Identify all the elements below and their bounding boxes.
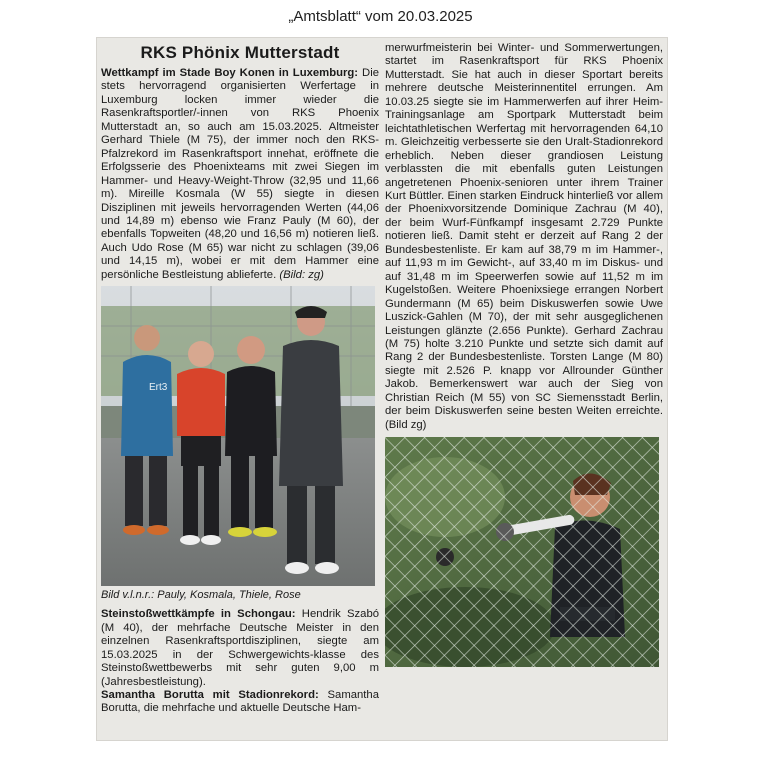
article-title: RKS Phönix Mutterstadt bbox=[140, 43, 340, 62]
shirt-logo: Ert3 bbox=[149, 382, 168, 394]
newspaper-date-header: „Amtsblatt“ vom 20.03.2025 bbox=[288, 8, 473, 25]
newspaper-clipping bbox=[97, 38, 667, 740]
lead-body: Die stets hervorragend organisierten Werfertage in Luxemburg locken immer wieder die Rasenkraftsportler/-innen von RKS Phoenix Mutterstadt an, so auch am 15.03.2025. Altmeister Gerhard Thiele (M 75), der immer noch den RKS-Pfalzrekord im Rasenkraftsport innehat, eröffnete die Erfolgsserie des Phoenixteams mit zwei Siegen im Hammer- und Heavy-Weight-Throw (32,95 und 11,66 m). Mireille Kosmala (W 55) siegte in diesen Disziplinen mit jeweils hervorragenden Werten (44,06 und 14,89 m) ebenso wie Franz Pauly (M 60), der ebenfalls Topweiten (48,20 und 16,56 m) notieren ließ. Auch Udo Rose (M 65) war nicht zu schlagen (39,06 und 14,15 m), wobei er mit dem Hammer eine persönliche Bestleistung ablieferte. bbox=[101, 67, 379, 281]
lead-photo-credit: (Bild: zg) bbox=[279, 268, 324, 281]
section3-paragraph bbox=[101, 689, 379, 716]
section3-heading: Samantha Borutta mit Stadionrekord: bbox=[101, 688, 319, 701]
section2-heading: Steinstoßwettkämpfe in Schongau: bbox=[101, 608, 296, 621]
section2-paragraph bbox=[101, 608, 379, 689]
lead-paragraph bbox=[101, 67, 379, 282]
right-column bbox=[385, 38, 663, 740]
section2-body: Hendrik Szabó (M 40), der mehrfache Deutsche Meister in den einzelnen Rasenkraftsportdisziplinen, siegte am 15.03.2025 in der Schwergewichts-klasse des Steinstoßwettbewerbs mit sehr guten 9,00 m (Jahresbestleistung). bbox=[101, 608, 379, 688]
left-column bbox=[101, 38, 379, 740]
right-column-body: merwurfmeisterin bei Winter- und Sommerwertungen, startet im Rasenkraftsport für RKS Phoenix Mutterstadt. Sie hat auch in dieser Sportart bereits mehrere deutsche Meisterinnentitel errungen. Am 10.03.25 siegte sie im Hammerwerfen auf ihrer Heim-Trainingsanlage am Sportpark Mutterstadt beim leichtathletischen Werfertag mit hervorragenden 64,10 m. Gleichzeitig verbesserte sie den Uralt-Stadionrekord erheblich. Neben dieser grandiosen Leistung verblassten die mit ebenfalls guten Leistungen angetretenen Phoenix-senioren unter ihrem Trainer Kurt Büttler. Einen starken Eindruck hinterließ vor allem der Phoenixvorsitzende Dominique Zachrau (M 40), der beim Wurf-Fünfkampf insgesamt 2.729 Punkte notieren ließ. Damit steht er derzeit auf Rang 2 der Bundesbestenliste. Er kam auf 38,79 m im Hammer-, auf 11,93 m im Gewicht-, auf 33,40 m im Diskus- und auf 31,48 m im Speerwerfen sowie auf 11,52 m im Kugelstoßen. Weitere Phoenixsiege errangen Norbert Gundermann (M 65) beim Diskuswerfen sowie Uwe Luszick-Gahlen (M 70), der mit sehr ausgeglichenen Leistungen glänzte (2.656 Punkte). Gerhard Zachrau (M 75) holte 3.210 Punkte und setzte sich damit auf Rang 2 der Bundesbestenliste. Torsten Lange (M 80) siegte mit 2.526 P. knapp vor Allrounder Günther Jakob. Bemerkenswert war auch der Sieg von Christian Reich (M 55) von SC Siemensstadt Berlin, der beim Diskuswerfen seine besten Weiten erreichte. (Bild zg) bbox=[385, 42, 663, 431]
photo-caption: Bild v.l.n.r.: Pauly, Kosmala, Thiele, Rose bbox=[101, 589, 301, 602]
lead-heading: Wettkampf im Stade Boy Konen in Luxemburg: bbox=[101, 67, 359, 79]
team-photo bbox=[101, 286, 375, 586]
section3-body-left: Samantha Borutta, die mehrfache und aktuelle Deutsche Ham- bbox=[101, 688, 379, 715]
hammer-thrower-photo bbox=[385, 437, 659, 667]
